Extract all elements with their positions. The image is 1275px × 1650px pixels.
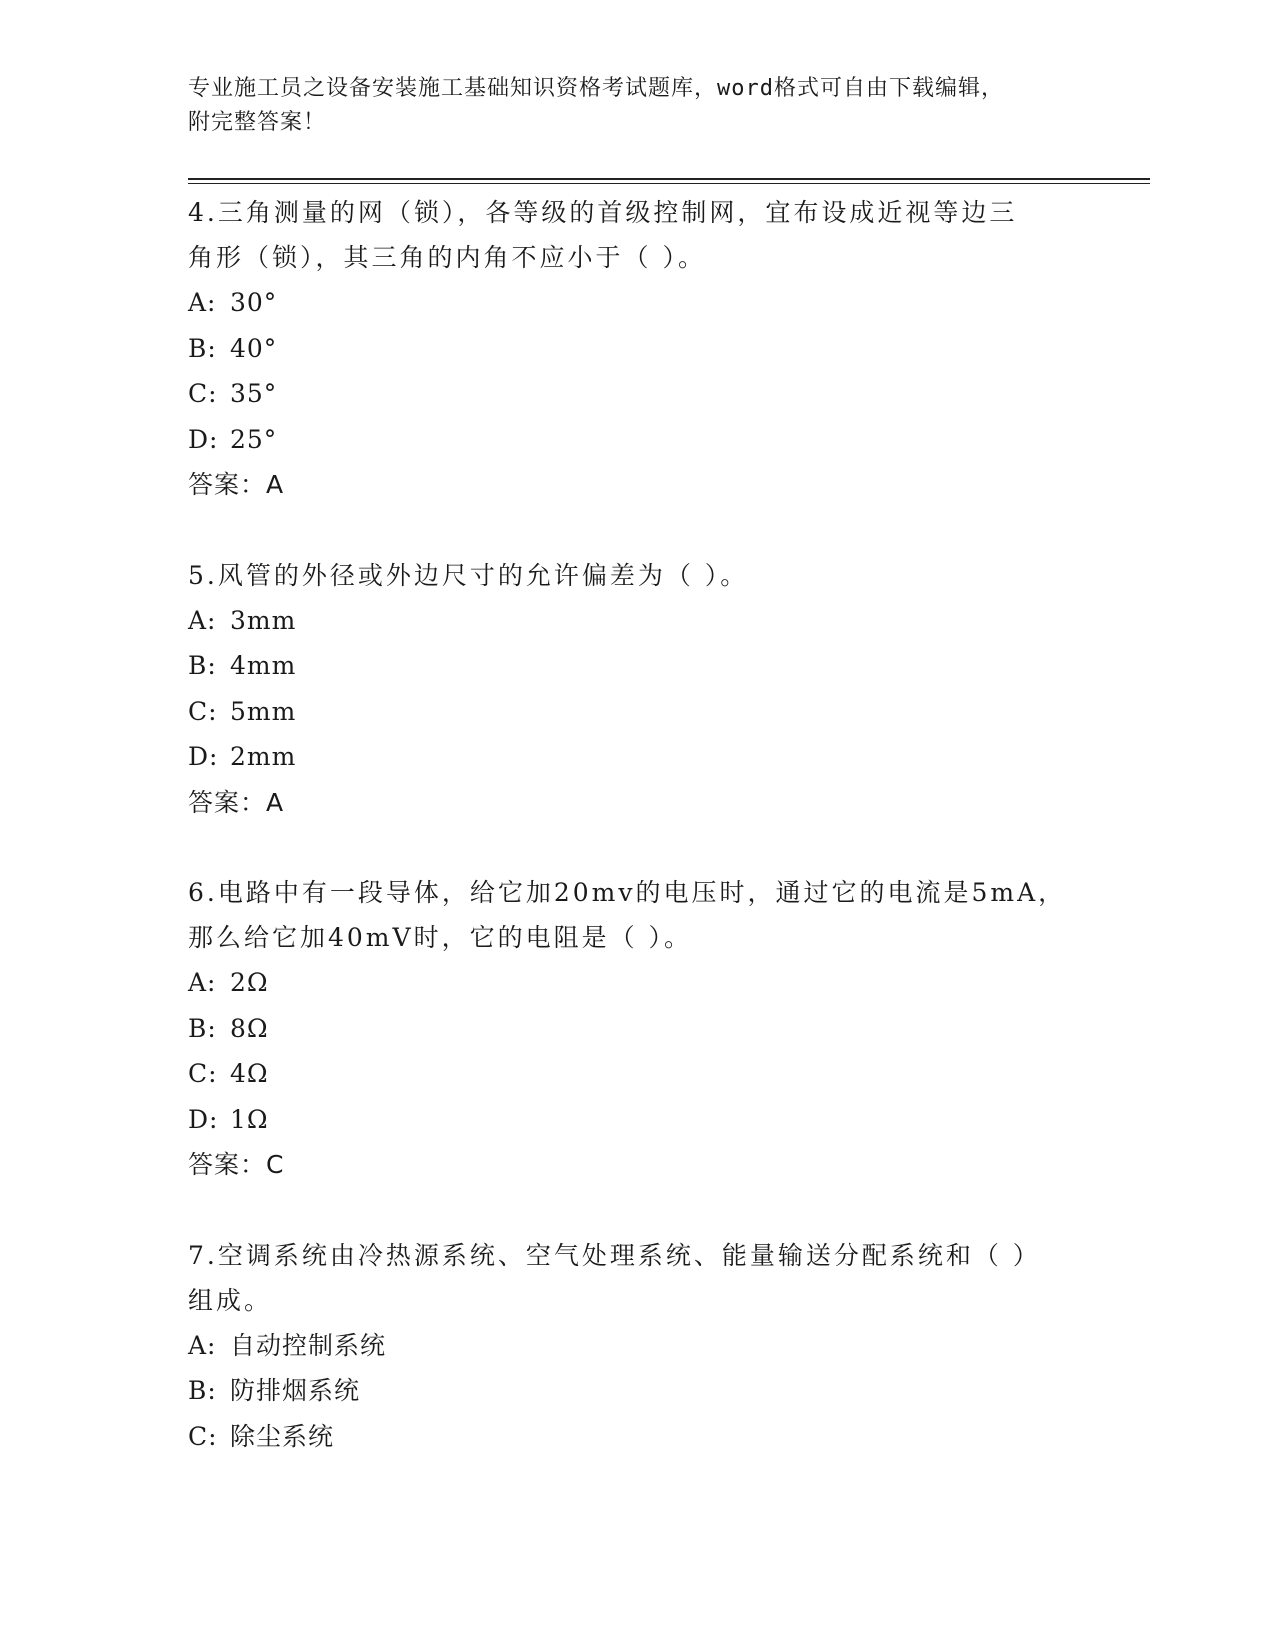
option-c	[188, 1414, 1088, 1460]
answer-line: 答案：A	[188, 787, 285, 817]
option-text: 30°	[230, 288, 278, 317]
answer-line: 答案：A	[188, 470, 285, 499]
question-4	[188, 190, 1088, 508]
header-line-2: 附完整答案！	[188, 110, 327, 135]
option-key: B:	[188, 333, 217, 363]
option-key: A:	[188, 605, 217, 635]
option-a	[188, 280, 1088, 326]
option-key: D:	[188, 424, 219, 454]
option-key: A:	[188, 1330, 217, 1360]
header-divider-thin	[188, 183, 1150, 184]
option-a	[188, 598, 1088, 644]
question-list	[188, 190, 1088, 1504]
option-text: 自动控制系统	[230, 1330, 387, 1360]
option-b	[188, 1368, 1088, 1414]
question-stem: 7.空调系统由冷热源系统、空气处理系统、能量输送分配系统和（ ）	[188, 1240, 1041, 1270]
option-text: 4Ω	[230, 1059, 269, 1088]
option-b	[188, 326, 1088, 372]
option-b	[188, 643, 1088, 689]
question-5	[188, 553, 1088, 826]
question-stem: 5.风管的外径或外边尺寸的允许偏差为（ ）。	[188, 560, 749, 590]
question-stem-continued: 角形（锁），其三角的内角不应小于（ ）。	[188, 243, 706, 272]
option-key: C:	[188, 696, 218, 726]
option-text: 2mm	[230, 742, 297, 771]
option-key: A:	[188, 288, 217, 317]
question-stem-continued: 组成。	[188, 1285, 273, 1315]
option-text: 4mm	[230, 651, 297, 680]
option-b	[188, 1006, 1088, 1052]
question-stem: 4.三角测量的网（锁），各等级的首级控制网，宜布设成近视等边三	[188, 198, 1018, 227]
option-key: D:	[188, 1104, 219, 1134]
option-a	[188, 960, 1088, 1006]
option-key: A:	[188, 968, 217, 997]
document-header	[188, 72, 1068, 140]
option-text: 除尘系统	[230, 1421, 335, 1451]
option-text: 40°	[230, 333, 278, 363]
option-text: 25°	[230, 424, 278, 454]
option-text: 5mm	[230, 696, 297, 726]
option-c	[188, 1051, 1088, 1097]
option-c	[188, 689, 1088, 735]
option-text: 防排烟系统	[230, 1376, 361, 1405]
header-line-1: 专业施工员之设备安装施工基础知识资格考试题库，word格式可自由下载编辑，	[188, 76, 1004, 101]
option-c	[188, 371, 1088, 417]
option-d	[188, 734, 1088, 780]
answer-line: 答案：C	[188, 1150, 285, 1179]
option-d	[188, 1097, 1088, 1143]
header-divider-thick	[188, 178, 1150, 180]
option-key: C:	[188, 379, 218, 408]
option-key: C:	[188, 1059, 218, 1088]
option-text: 35°	[230, 379, 278, 408]
question-6	[188, 870, 1088, 1188]
option-key: B:	[188, 1013, 217, 1043]
option-a	[188, 1323, 1088, 1369]
question-stem-continued: 那么给它加40mV时，它的电阻是（ ）。	[188, 923, 693, 952]
option-key: B:	[188, 651, 217, 680]
option-key: D:	[188, 742, 219, 771]
option-key: B:	[188, 1376, 217, 1405]
question-stem: 6.电路中有一段导体，给它加20mv的电压时，通过它的电流是5mA，	[188, 878, 1067, 907]
option-text: 3mm	[230, 605, 297, 635]
option-text: 1Ω	[230, 1104, 269, 1134]
question-7	[188, 1233, 1088, 1460]
option-text: 2Ω	[230, 968, 269, 997]
option-key: C:	[188, 1421, 218, 1451]
option-d	[188, 417, 1088, 463]
option-text: 8Ω	[230, 1013, 269, 1043]
